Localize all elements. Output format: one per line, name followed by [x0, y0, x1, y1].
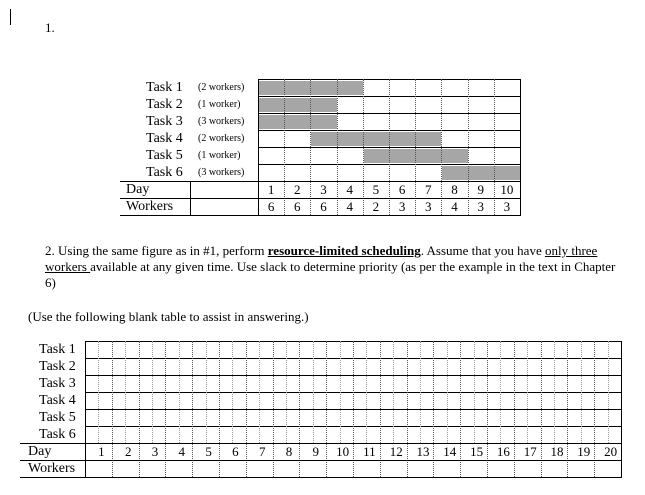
workers-label: Workers — [28, 461, 76, 476]
question-number: 1. — [45, 20, 55, 35]
day-number: 6 — [398, 182, 406, 197]
grid-line — [460, 341, 461, 477]
task-label: Task 3 — [146, 114, 183, 129]
grid-subline — [340, 341, 341, 443]
grid-subline — [420, 341, 421, 443]
day-number: 7 — [258, 444, 266, 459]
grid-line — [284, 79, 285, 215]
grid-line — [192, 341, 193, 477]
grid-line — [112, 341, 113, 477]
grid-subline — [232, 341, 233, 443]
workers-label: Workers — [126, 199, 174, 214]
day-number: 20 — [604, 444, 618, 459]
day-number: 6 — [232, 444, 239, 459]
task-bar — [259, 98, 337, 112]
task-label: Task 4 — [39, 393, 76, 408]
grid-line — [520, 79, 521, 215]
instruction-note: (Use the following blank table to assist in answering.) — [28, 309, 309, 324]
day-number: 9 — [312, 444, 320, 459]
question-2-text — [45, 243, 625, 291]
grid-line — [85, 341, 86, 477]
task-label: Task 2 — [146, 97, 183, 112]
day-label: Day — [28, 444, 52, 459]
worker-count: 6 — [294, 199, 301, 214]
grid-line — [273, 341, 274, 477]
task-workers-label: (3 workers) — [198, 167, 245, 178]
grid-subline — [608, 341, 609, 443]
grid-line — [433, 341, 434, 477]
grid-subline — [125, 341, 126, 443]
day-number: 9 — [477, 182, 484, 197]
worker-count: 4 — [451, 199, 458, 214]
task-label: Task 5 — [146, 148, 183, 163]
grid-line — [299, 341, 300, 477]
grid-subline — [206, 341, 207, 443]
day-number: 5 — [205, 444, 212, 459]
day-number: 10 — [336, 444, 350, 459]
grid-subline — [98, 341, 99, 443]
day-number: 13 — [416, 444, 430, 459]
grid-subline — [581, 341, 582, 443]
grid-line — [165, 341, 166, 477]
grid-line — [541, 341, 542, 477]
grid-line — [363, 79, 364, 215]
day-number: 19 — [577, 444, 591, 459]
grid-line — [219, 341, 220, 477]
task-bar — [442, 166, 520, 180]
grid-subline — [500, 341, 501, 443]
day-number: 17 — [523, 444, 537, 459]
day-number: 2 — [294, 182, 301, 197]
day-number: 4 — [178, 444, 186, 459]
task-label: Task 2 — [39, 359, 76, 374]
grid-line — [594, 341, 595, 477]
grid-line — [120, 215, 521, 216]
grid-line — [190, 181, 191, 215]
day-number: 11 — [363, 444, 376, 459]
grid-line — [20, 477, 622, 478]
worker-count: 4 — [346, 199, 353, 214]
grid-line — [258, 79, 259, 215]
grid-subline — [447, 341, 448, 443]
grid-line — [415, 79, 416, 215]
grid-subline — [179, 341, 180, 443]
task-workers-label: (1 worker) — [198, 99, 241, 110]
grid-subline — [366, 341, 367, 443]
day-number: 8 — [451, 182, 458, 197]
grid-line — [353, 341, 354, 477]
day-number: 3 — [151, 444, 159, 459]
task-label: Task 6 — [146, 165, 183, 180]
grid-subline — [527, 341, 528, 443]
task-workers-label: (1 worker) — [198, 150, 241, 161]
question-2-mid: . Assume that you have — [420, 243, 545, 258]
grid-line — [407, 341, 408, 477]
task-bar — [259, 115, 337, 129]
day-number: 5 — [372, 182, 380, 197]
day-number: 12 — [389, 444, 403, 459]
task-label: Task 4 — [146, 131, 183, 146]
day-number: 16 — [496, 444, 510, 459]
task-workers-label: (2 workers) — [198, 133, 245, 144]
question-2-pre: 2. Using the same figure as in #1, perform — [45, 243, 268, 258]
grid-subline — [259, 341, 260, 443]
text-cursor — [10, 9, 11, 25]
grid-line — [441, 79, 442, 215]
day-number: 8 — [285, 444, 293, 459]
day-label: Day — [126, 182, 150, 197]
day-number: 14 — [443, 444, 457, 459]
grid-line — [20, 460, 622, 461]
task-label: Task 6 — [39, 427, 76, 442]
worker-count: 6 — [320, 199, 327, 214]
grid-line — [139, 341, 140, 477]
day-number: 15 — [470, 444, 484, 459]
grid-line — [468, 79, 469, 215]
question-2-post: available at any given time. Use slack to determine priority (as per the example in the text in Chapter 6) — [45, 259, 616, 290]
task-label: Task 1 — [146, 80, 183, 95]
grid-line — [621, 341, 622, 477]
day-number: 1 — [267, 182, 275, 197]
grid-subline — [286, 341, 287, 443]
question-2-bold: resource-limited scheduling — [267, 243, 421, 258]
grid-line — [567, 341, 568, 477]
grid-subline — [313, 341, 314, 443]
question-2-underlined: only three workers — [45, 243, 598, 274]
grid-line — [380, 341, 381, 477]
worker-count: 3 — [398, 199, 406, 214]
day-number: 2 — [124, 444, 132, 459]
grid-line — [337, 79, 338, 215]
grid-subline — [393, 341, 394, 443]
grid-line — [389, 79, 390, 215]
day-number: 3 — [320, 182, 327, 197]
grid-line — [487, 341, 488, 477]
worker-count: 6 — [267, 199, 275, 214]
task-workers-label: (3 workers) — [198, 116, 245, 127]
day-number: 4 — [346, 182, 353, 197]
task-bar — [311, 132, 441, 146]
grid-line — [310, 79, 311, 215]
task-label: Task 1 — [39, 342, 76, 357]
task-label: Task 5 — [39, 410, 76, 425]
day-number: 1 — [98, 444, 105, 459]
worker-count: 3 — [477, 199, 484, 214]
grid-line — [326, 341, 327, 477]
task-workers-label: (2 workers) — [198, 82, 245, 93]
task-label: Task 3 — [39, 376, 76, 391]
grid-subline — [474, 341, 475, 443]
grid-line — [514, 341, 515, 477]
grid-subline — [554, 341, 555, 443]
grid-line — [494, 79, 495, 215]
grid-subline — [152, 341, 153, 443]
day-number: 10 — [500, 182, 514, 197]
day-number: 7 — [425, 182, 432, 197]
day-number: 18 — [550, 444, 564, 459]
grid-line — [246, 341, 247, 477]
worker-count: 3 — [425, 199, 432, 214]
worker-count: 3 — [503, 199, 511, 214]
worker-count: 2 — [372, 199, 380, 214]
